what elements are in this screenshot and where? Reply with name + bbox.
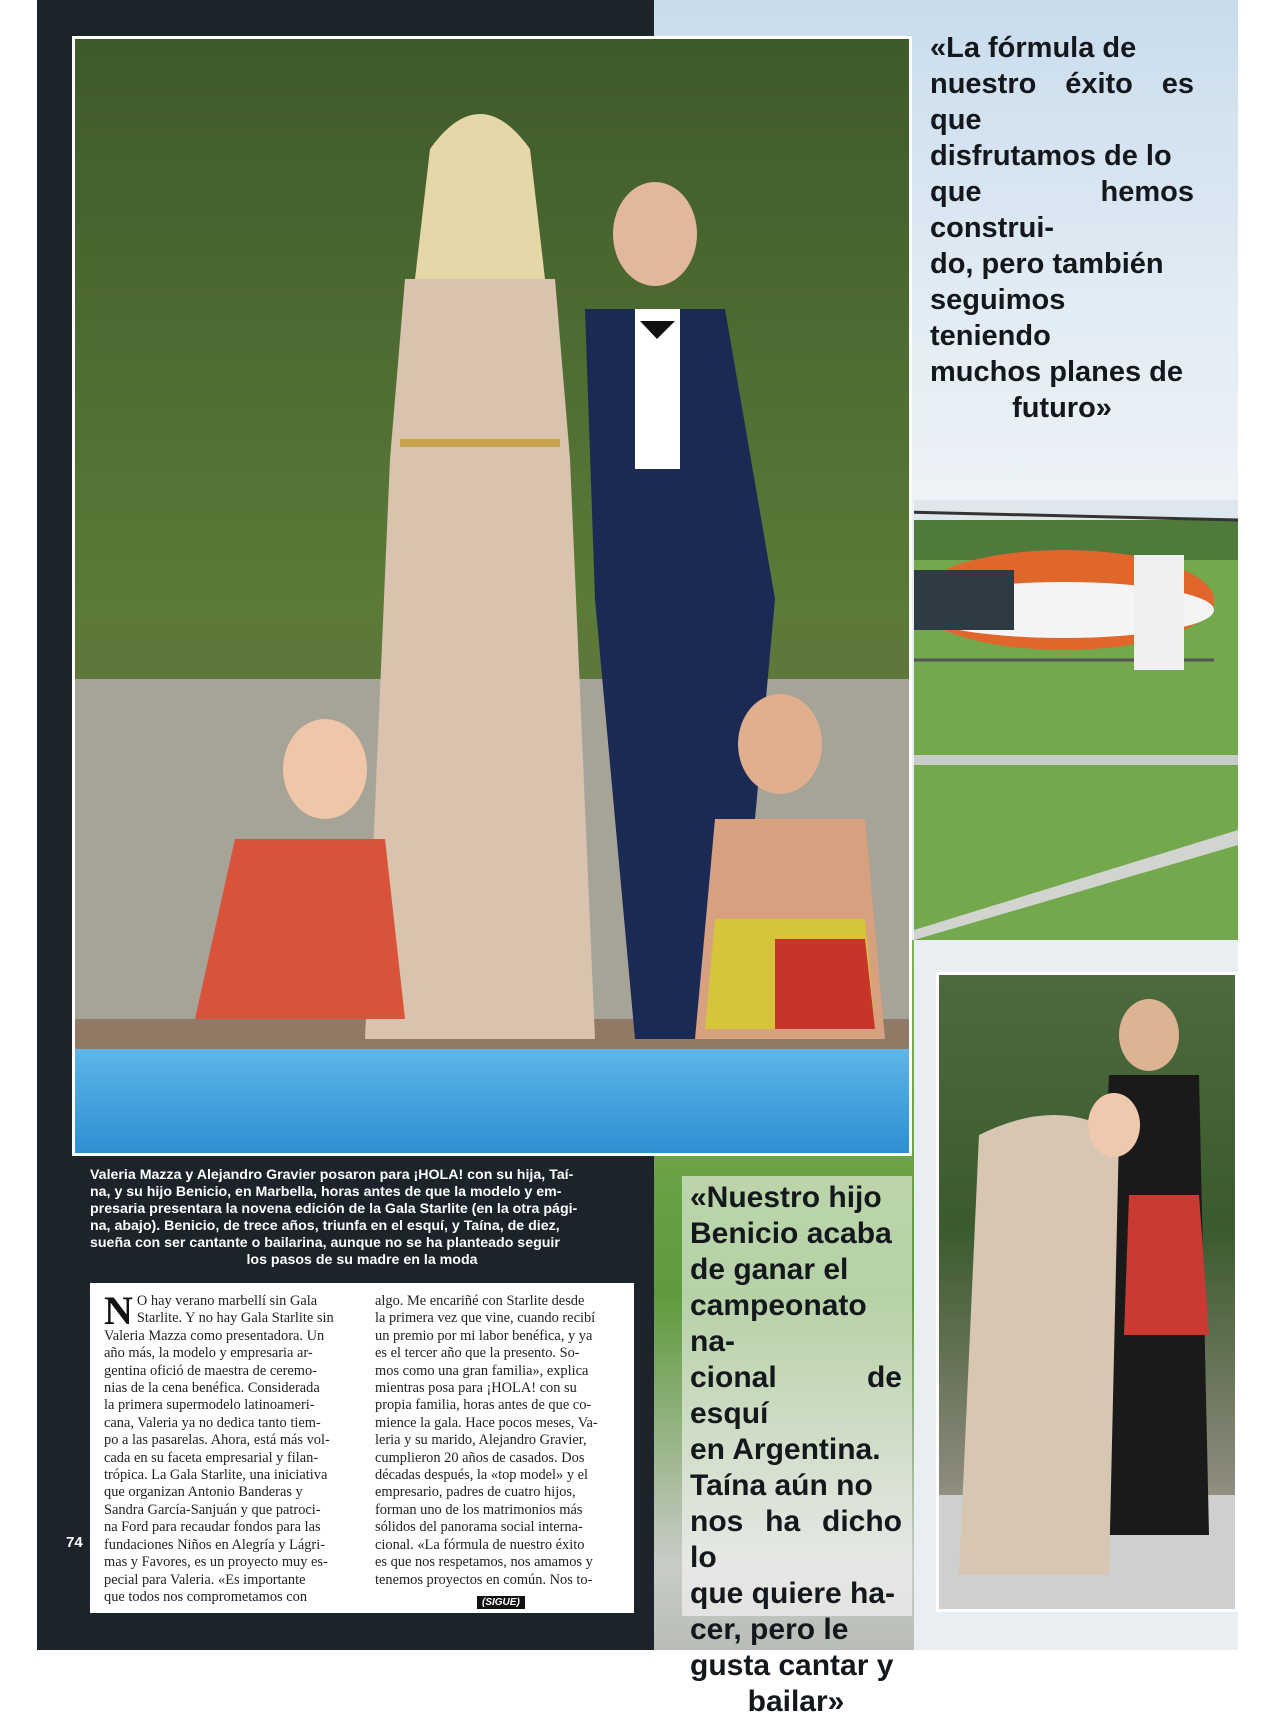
quote-line: «Nuestro hijo xyxy=(690,1181,882,1214)
continued-label: (SIGUE) xyxy=(477,1596,525,1609)
helicopter-illustration xyxy=(914,500,1238,940)
article-line: po a las pasarelas. Ahora, está más vol- xyxy=(104,1432,330,1449)
article-line: mience la gala. Hace pocos meses, Va- xyxy=(375,1414,598,1431)
family-photo-illustration xyxy=(75,39,909,1153)
article-line: cana, Valeria ya no dedica tanto tiem- xyxy=(104,1414,321,1431)
article-line: es que nos respetamos, nos amamos y xyxy=(375,1554,593,1571)
article-line: fundaciones Niños en Alegría y Lágri- xyxy=(104,1536,325,1553)
article-column-2 xyxy=(375,1293,619,1589)
quote-line: que hemos construi- xyxy=(930,176,1194,244)
article-line: O hay verano marbellí sin Gala xyxy=(136,1293,318,1309)
caption-line: na, abajo). Benicio, de trece años, triunfa en el esquí, y Taína, de diez, xyxy=(90,1218,560,1234)
caption-line: presaria presentara la novena edición de la Gala Starlite (en la otra pági- xyxy=(90,1201,578,1217)
pull-quote-middle xyxy=(690,1180,902,1720)
quote-line: futuro» xyxy=(1012,392,1112,424)
kiss-photo-illustration xyxy=(939,975,1235,1609)
quote-line: disfrutamos de lo xyxy=(930,140,1172,172)
article-line: forman uno de los matrimonios más xyxy=(375,1501,583,1518)
caption-line: na, y su hijo Benicio, en Marbella, horas antes de que la modelo y em- xyxy=(90,1184,562,1200)
article-line: cional. «La fórmula de nuestro éxito xyxy=(375,1536,585,1553)
article-line: leria y su marido, Alejandro Gravier, xyxy=(375,1432,587,1449)
quote-line: de ganar el xyxy=(690,1253,849,1286)
helicopter-photo xyxy=(914,500,1238,940)
quote-line: «La fórmula de xyxy=(930,32,1137,64)
article-line: empresario, padres de cuatro hijos, xyxy=(375,1484,576,1501)
caption-line: Valeria Mazza y Alejandro Gravier posaron para ¡HOLA! con su hija, Taí- xyxy=(90,1167,574,1183)
article-line: sólidos del panorama social interna- xyxy=(375,1519,583,1536)
page-number: 74 xyxy=(66,1534,83,1551)
article-line: cumplieron 20 años de casados. Dos xyxy=(375,1449,585,1466)
pull-quote-top xyxy=(930,30,1194,426)
article-body xyxy=(90,1283,634,1613)
article-line: año más, la modelo y empresaria ar- xyxy=(104,1345,313,1362)
article-line: cada en su faceta empresarial y filan- xyxy=(104,1449,319,1466)
article-line: nias de la cena benéfica. Considerada xyxy=(104,1380,320,1397)
quote-line: muchos planes de xyxy=(930,356,1184,388)
quote-line: Benicio acaba xyxy=(690,1217,892,1250)
article-line: que todos nos comprometamos con xyxy=(104,1588,308,1605)
quote-line: que quiere ha- xyxy=(690,1577,896,1610)
article-line: Valeria Mazza como presentadora. Un xyxy=(104,1327,325,1344)
caption-line: sueña con ser cantante o bailarina, aunque no se ha planteado seguir xyxy=(90,1235,560,1251)
quote-line: do, pero también xyxy=(930,248,1164,280)
article-line: mos como una gran familia», explica xyxy=(375,1362,589,1379)
caption-line: los pasos de su madre en la moda xyxy=(246,1252,478,1268)
article-line: Sandra García-Sanjuán y que patroci- xyxy=(104,1501,321,1518)
article-line: la primera supermodelo latinoameri- xyxy=(104,1397,315,1414)
article-line: un premio por mi labor benéfica, y ya xyxy=(375,1327,593,1344)
article-line: mientras posa para ¡HOLA! con su xyxy=(375,1380,577,1397)
quote-line: en Argentina. xyxy=(690,1433,881,1466)
article-column-1 xyxy=(104,1288,348,1606)
quote-line: campeonato na- xyxy=(690,1289,867,1358)
article-line: décadas después, la «top model» y el xyxy=(375,1467,588,1484)
article-line: gentina ofició de maestra de ceremo- xyxy=(104,1362,317,1379)
article-line: Starlite. Y no hay Gala Starlite sin xyxy=(136,1310,334,1327)
quote-line: Taína aún no xyxy=(690,1469,873,1502)
family-pool-photo xyxy=(72,36,912,1156)
article-line: mas y Favores, es un proyecto muy es- xyxy=(104,1554,328,1571)
quote-line: bailar» xyxy=(747,1685,845,1718)
article-line: la primera vez que vine, cuando recibí xyxy=(375,1310,596,1327)
quote-line: gusta cantar y xyxy=(690,1649,894,1682)
quote-line: seguimos teniendo xyxy=(930,284,1066,352)
article-line: que organizan Antonio Banderas y xyxy=(104,1484,303,1501)
article-line: propia familia, horas antes de que co- xyxy=(375,1397,592,1414)
article-line: es el tercer año que la presento. So- xyxy=(375,1345,580,1362)
article-line: tenemos proyectos en común. Nos to- xyxy=(375,1571,593,1588)
quote-line: cer, pero le xyxy=(690,1613,849,1646)
article-line: na Ford para recaudar fondos para las xyxy=(104,1519,321,1536)
article-line: pecial para Valeria. «Es importante xyxy=(104,1571,306,1588)
quote-line: nuestro éxito es que xyxy=(930,68,1194,136)
quote-line: cional de esquí xyxy=(690,1361,902,1430)
article-line: trópica. La Gala Starlite, una iniciativa xyxy=(104,1467,328,1484)
quote-line: nos ha dicho lo xyxy=(690,1505,902,1574)
article-line: algo. Me encariñé con Starlite desde xyxy=(375,1293,585,1309)
drop-cap: N xyxy=(104,1288,133,1333)
photo-caption xyxy=(90,1167,634,1269)
mother-daughter-kiss-photo xyxy=(936,972,1238,1612)
